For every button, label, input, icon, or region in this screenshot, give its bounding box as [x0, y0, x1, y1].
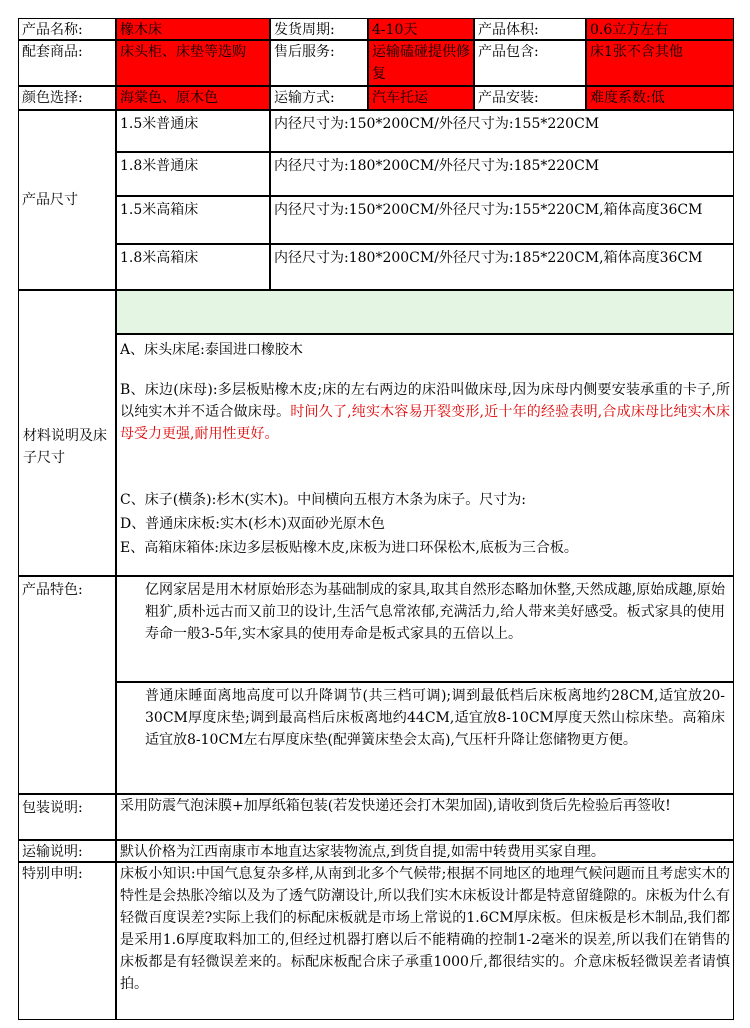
size-desc: 内径尺寸为:180*200CM/外径尺寸为:185*220CM,箱体高度36CM: [274, 250, 703, 266]
features-paragraph-2-cell: [116, 682, 734, 794]
header-label: 售后服务:: [274, 44, 335, 60]
header-value-cell: [586, 86, 734, 110]
header-value-cell: [586, 18, 734, 40]
size-type: 1.5米高箱床: [120, 202, 199, 218]
features-section-label: 产品特色:: [22, 582, 83, 598]
material-a: A、床头床尾:泰国进口橡胶木: [120, 342, 303, 358]
header-label: 颜色选择:: [22, 90, 83, 106]
material-c: C、床子(横条):杉木(实木)。中间横向五根方木条为床子。尺寸为:: [120, 492, 526, 508]
packing-section-label-cell: [18, 794, 116, 840]
header-value-cell: [116, 18, 270, 40]
header-label: 运输方式:: [274, 90, 335, 106]
header-value: 海棠色、原木色: [120, 90, 218, 106]
header-label: 产品名称:: [22, 22, 83, 38]
notice-text: 床板小知识:中国气息复杂多样,从南到北多个气候带;根据不同地区的地理气候问题而且考虑实木的特性是会热胀冷缩以及为了透气防潮设计,所以我们实木床板设计都是特意留缝隙的。床板为什么有轻微百度误差?实际上我们的标配床板就是市场上常说的1.6CM厚床板。但床板是杉木制品,我们都是采用1.6厚度取料加工的,但经过机器打磨以后不能精确的控制1-2毫米的误差,所以我们在销售的床板都是有轻微误差来的。标配床板配合床子承重1000斤,都很结实的。介意床板轻微误差者请慎拍。: [120, 866, 730, 992]
header-value: 橡木床: [120, 22, 162, 38]
material-section-label-cell: [18, 290, 116, 576]
size-type-cell: [116, 110, 270, 152]
header-label: 配套商品:: [22, 44, 83, 60]
size-desc: 内径尺寸为:150*200CM/外径尺寸为:155*220CM: [274, 116, 600, 132]
header-label: 产品体积:: [478, 22, 539, 38]
material-b: [120, 379, 730, 445]
header-value: 运输磕碰提供修复: [372, 44, 470, 82]
material-e: E、高箱床箱体:床边多层板贴橡木皮,床板为进口环保松木,底板为三合板。: [120, 540, 578, 556]
material-d: D、普通床床板:实木(杉木)双面砂光原木色: [120, 516, 385, 532]
header-value: 0.6立方左右: [590, 22, 669, 38]
size-type: 1.8米高箱床: [120, 250, 199, 266]
size-type: 1.5米普通床: [120, 116, 199, 132]
material-section-label: 材料说明及床子尺寸: [23, 428, 107, 466]
features-paragraph-1-cell: [116, 576, 734, 682]
notice-text-cell: [116, 862, 734, 1020]
header-value-cell: [368, 86, 474, 110]
notice-section-label: 特别申明:: [22, 866, 83, 882]
features-section-label-cell: [18, 576, 116, 794]
header-label-cell: [474, 18, 586, 40]
header-value-cell: [116, 40, 270, 86]
material-highlight-band: [116, 290, 734, 334]
header-value: 汽车托运: [372, 90, 428, 106]
header-label-cell: [18, 40, 116, 86]
shipping-section-label: 运输说明:: [22, 844, 83, 860]
header-label-cell: [270, 40, 368, 86]
size-type: 1.8米普通床: [120, 158, 199, 174]
material-b-highlight: 时间久了,纯实木容易开裂变形,近十年的经验表明,合成床母比纯实木床母受力更强,耐用性更好。: [120, 404, 730, 442]
header-value: 难度系数:低: [590, 90, 665, 106]
size-desc-cell: [270, 244, 734, 290]
header-label: 发货周期:: [274, 22, 335, 38]
header-label-cell: [270, 86, 368, 110]
shipping-text: 默认价格为江西南康市本地直达家装物流点,到货自提,如需中转费用买家自理。: [120, 844, 605, 860]
header-label-cell: [474, 40, 586, 86]
header-value-cell: [586, 40, 734, 86]
header-label: 产品安装:: [478, 90, 539, 106]
shipping-text-cell: [116, 840, 734, 862]
size-desc-cell: [270, 110, 734, 152]
size-section-label-cell: [18, 110, 116, 290]
size-type-cell: [116, 196, 270, 244]
size-desc-cell: [270, 196, 734, 244]
size-desc: 内径尺寸为:180*200CM/外径尺寸为:185*220CM: [274, 158, 600, 174]
header-value-cell: [116, 86, 270, 110]
header-label: 产品包含:: [478, 44, 539, 60]
header-label-cell: [270, 18, 368, 40]
header-value-cell: [368, 40, 474, 86]
size-desc-cell: [270, 152, 734, 196]
size-desc: 内径尺寸为:150*200CM/外径尺寸为:155*220CM,箱体高度36CM: [274, 202, 703, 218]
packing-section-label: 包装说明:: [22, 800, 83, 816]
features-paragraph-2: 普通床睡面离地高度可以升降调节(共三档可调);调到最低档后床板离地约28CM,适宜放20-30CM厚度床垫;调到最高档后床板离地约44CM,适宜放8-10CM厚度天然山棕床垫。高箱床适宜放8-10CM左右厚度床垫(配弹簧床垫会太高),气压杆升降让您储物更方便。: [145, 688, 725, 748]
notice-section-label-cell: [18, 862, 116, 1020]
header-label-cell: [18, 86, 116, 110]
material-b-text: B、床边(床母):多层板贴橡木皮;床的左右两边的床沿叫做床母,因为床母内侧要安装承重的卡子,所以纯实木并不适合做床母。: [120, 382, 730, 420]
material-body: [116, 334, 734, 576]
size-type-cell: [116, 244, 270, 290]
features-paragraph-1: 亿网家居是用木材原始形态为基础制成的家具,取其自然形态略加休整,天然成趣,原始成趣,原始粗犷,质朴远古而又前卫的设计,生活气息常浓郁,充满活力,给人带来美好感受。板式家具的使用寿命一般3-5年,实木家具的使用寿命是板式家具的五倍以上。: [145, 582, 725, 642]
shipping-section-label-cell: [18, 840, 116, 862]
packing-text: 采用防震气泡沫膜+加厚纸箱包装(若发快递还会打木架加固),请收到货后先检验后再签收!: [120, 798, 671, 814]
header-value: 4-10天: [372, 22, 418, 38]
packing-text-cell: [116, 794, 734, 840]
size-type-cell: [116, 152, 270, 196]
header-label-cell: [18, 18, 116, 40]
header-value-cell: [368, 18, 474, 40]
size-section-label: 产品尺寸: [22, 192, 78, 208]
header-label-cell: [474, 86, 586, 110]
header-value: 床头柜、床垫等选购: [120, 44, 246, 60]
header-value: 床1张不含其他: [590, 44, 683, 60]
